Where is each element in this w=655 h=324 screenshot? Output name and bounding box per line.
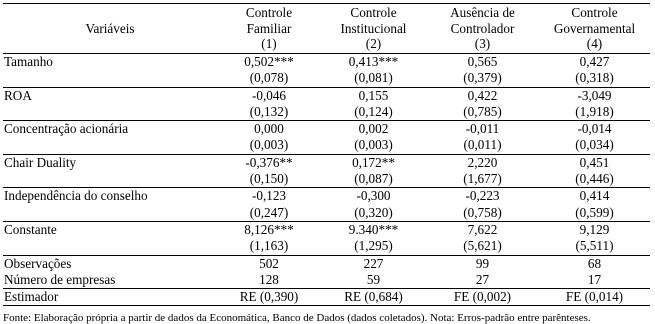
- estimator-row: [3, 289, 650, 306]
- col-header-1: [217, 4, 321, 54]
- col-header-line2: Governamental: [553, 20, 636, 36]
- col-header-line1: Controle: [571, 5, 618, 21]
- se-cell: (0,003): [249, 137, 289, 153]
- summary-cell: 99: [426, 255, 539, 272]
- regression-table: [3, 3, 650, 306]
- row-label-empty: [3, 171, 217, 188]
- col-header-line1: Controle: [350, 5, 397, 21]
- coef-cell: 0,000: [217, 121, 321, 138]
- estimator-cell: RE (0,684): [321, 289, 426, 306]
- se-row: [3, 238, 650, 255]
- col-header-number: (1): [261, 36, 277, 52]
- coef-row: [3, 221, 650, 238]
- col-header-number: (4): [586, 36, 603, 52]
- summary-cell: 68: [539, 255, 650, 272]
- row-label: ROA: [3, 87, 217, 104]
- se-cell: (0,599): [575, 204, 614, 220]
- summary-cell: 502: [217, 255, 321, 272]
- estimator-cell: FE (0,002): [426, 289, 539, 306]
- row-label: Chair Duality: [3, 154, 217, 171]
- col-header-2: [321, 4, 426, 54]
- coef-cell: -0,014: [539, 121, 650, 138]
- coef-cell: 0,565: [467, 54, 498, 69]
- coef-cell: 2,220: [426, 154, 539, 171]
- se-row: [3, 171, 650, 188]
- summary-row: [3, 272, 650, 289]
- estimator-cell: FE (0,014): [539, 289, 650, 306]
- se-cell: (0,446): [575, 171, 614, 187]
- coef-cell: -0,046: [217, 87, 321, 104]
- col-header-line1: Ausência de: [450, 5, 515, 21]
- col-header-number: (2): [365, 36, 382, 52]
- row-label-empty: [3, 104, 217, 121]
- row-label-empty: [3, 70, 217, 87]
- se-cell: (0,003): [354, 137, 393, 153]
- estimator-cell: RE (0,390): [217, 289, 321, 306]
- se-cell: (0,011): [463, 137, 502, 153]
- coef-row: [3, 188, 650, 205]
- col-header-line2: Controlador: [450, 20, 515, 36]
- summary-cell: 17: [587, 271, 602, 287]
- coef-cell: -0,123: [217, 188, 321, 205]
- coef-row: [3, 121, 650, 138]
- row-label: Constante: [3, 221, 217, 238]
- se-cell: (0,379): [463, 70, 502, 86]
- se-cell: (1,918): [575, 103, 614, 119]
- se-cell: (0,034): [575, 137, 614, 153]
- se-cell: (0,318): [575, 70, 614, 86]
- se-row: [3, 205, 650, 222]
- summary-cell: 227: [321, 255, 426, 272]
- col-header-number: (3): [474, 36, 491, 52]
- coef-cell: 0,002: [321, 121, 426, 138]
- coef-row: [3, 154, 650, 171]
- row-label: Concentração acionária: [3, 121, 217, 138]
- coef-cell: 9.340***: [321, 221, 426, 238]
- row-label: Tamanho: [4, 54, 53, 69]
- coef-cell: -0,223: [426, 188, 539, 205]
- coef-cell: 0,427: [579, 54, 610, 69]
- row-label-empty: [3, 137, 217, 154]
- se-cell: (0,087): [354, 171, 393, 187]
- col-header-4: [539, 4, 650, 54]
- se-row: [3, 137, 650, 154]
- coef-cell: 0,155: [321, 87, 426, 104]
- summary-row: [3, 255, 650, 272]
- se-cell: (0,132): [249, 103, 289, 119]
- row-label: Observações: [3, 255, 217, 272]
- coef-cell: 0,502***: [244, 54, 294, 69]
- se-cell: (0,758): [463, 204, 502, 220]
- se-cell: (0,320): [354, 204, 393, 220]
- coef-row: [3, 54, 650, 71]
- coef-cell: 0,413***: [348, 54, 399, 69]
- row-label: Estimador: [3, 289, 217, 306]
- se-cell: (5,621): [463, 238, 502, 254]
- header-row: [3, 4, 650, 54]
- coef-cell: 9,129: [539, 221, 650, 238]
- row-label: Número de empresas: [4, 271, 116, 287]
- coef-cell: -0,011: [426, 121, 539, 138]
- se-cell: (1,295): [354, 238, 393, 254]
- coef-cell: -3,049: [539, 87, 650, 104]
- se-cell: (1,677): [463, 171, 502, 187]
- se-cell: (0,078): [249, 70, 289, 86]
- table-source-note: Fonte: Elaboração própria a partir de dados da Economática, Banco de Dados (dados coletados). Nota: Erros-padrão entre parênteses.: [3, 312, 591, 324]
- summary-cell: 128: [259, 271, 279, 287]
- coef-cell: 0,422: [426, 87, 539, 104]
- variables-header: Variáveis: [3, 4, 217, 54]
- col-header-line2: Institucional: [340, 20, 407, 36]
- coef-cell: 0,172**: [321, 154, 426, 171]
- se-cell: (1,163): [249, 238, 289, 254]
- col-header-3: [426, 4, 539, 54]
- summary-cell: 27: [475, 271, 490, 287]
- se-cell: (0,150): [249, 171, 289, 187]
- se-cell: (0,124): [354, 103, 393, 119]
- summary-cell: 59: [366, 271, 381, 287]
- row-label-empty: [3, 205, 217, 222]
- coef-row: [3, 87, 650, 104]
- se-cell: (0,247): [249, 204, 289, 220]
- se-cell: (0,081): [354, 70, 393, 86]
- se-cell: (5,511): [575, 238, 614, 254]
- coef-cell: -0,300: [321, 188, 426, 205]
- se-row: [3, 70, 650, 87]
- coef-cell: 0,414: [539, 188, 650, 205]
- coef-cell: 8,126***: [217, 221, 321, 238]
- row-label: Independência do conselho: [3, 188, 217, 205]
- coef-cell: -0,376**: [217, 154, 321, 171]
- row-label-empty: [3, 238, 217, 255]
- coef-cell: 7,622: [426, 221, 539, 238]
- se-cell: (0,785): [463, 103, 502, 119]
- se-row: [3, 104, 650, 121]
- coef-cell: 0,451: [539, 154, 650, 171]
- col-header-line1: Controle: [245, 5, 293, 21]
- col-header-line2: Familiar: [246, 20, 292, 36]
